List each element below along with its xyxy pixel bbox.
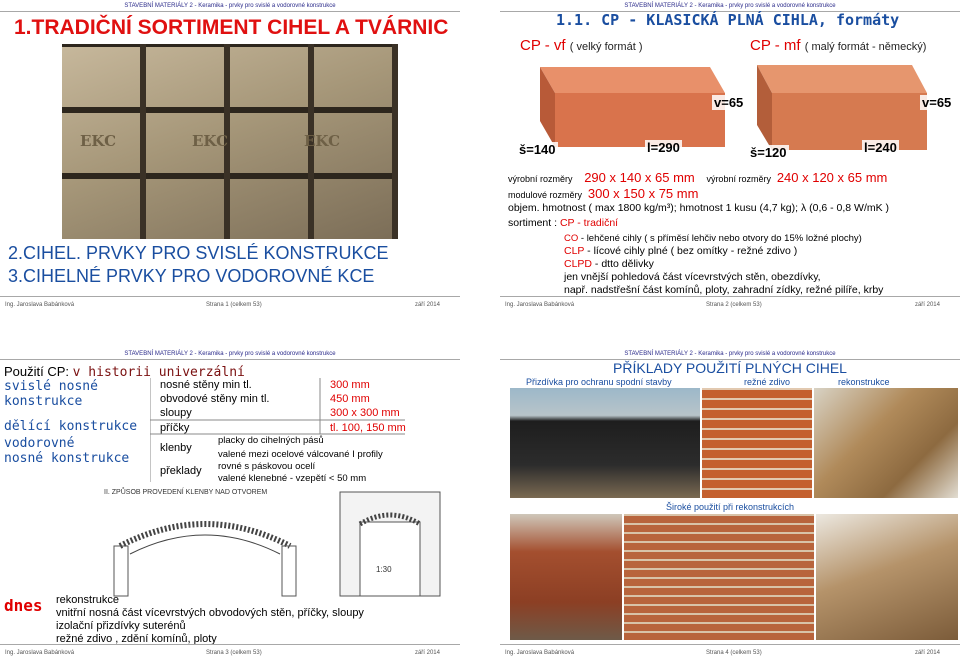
slide-4-title: PŘÍKLADY POUŽITÍ PLNÝCH CIHEL <box>613 360 847 376</box>
sortiment-label: sortiment : <box>508 217 558 229</box>
row-value-pricky: tl. 100, 150 mm <box>330 422 406 434</box>
usage-line-2: např. nadstřešní část komínů, ploty, zahradní zídky, režné pilíře, krby <box>564 284 884 296</box>
slide-1-subtitle-3: 3.CIHELNÉ PRVKY PRO VODOROVNÉ KCE <box>8 266 375 286</box>
dim-mf-height: v=65 <box>922 95 952 110</box>
delici-label: dělící konstrukce <box>4 419 138 434</box>
brick-wall-photo <box>510 514 622 640</box>
slide-3 <box>0 348 460 658</box>
sortiment-clp <box>564 245 797 259</box>
dim-vf-height: v=65 <box>714 95 744 110</box>
preklady-item-1: rovné s páskovou ocelí <box>218 461 316 472</box>
footer-author: Ing. Jaroslava Babánková <box>505 650 575 656</box>
slide-header: STAVEBNÍ MATERIÁLY 2 - Keramika - prvky pro svislé a vodorovné konstrukce <box>624 3 836 9</box>
format-vf-code: CP - vf <box>520 37 566 54</box>
footer-date: září 2014 <box>914 302 940 308</box>
row-label-sloupy: sloupy <box>160 407 192 419</box>
slide-2 <box>500 0 960 310</box>
sortiment-clpd-code: CLPD <box>564 258 593 270</box>
format-mf <box>750 37 926 54</box>
spec-label: výrobní rozměry <box>706 174 771 184</box>
sortiment-cp: CP - tradiční <box>559 217 619 229</box>
dim-mf-width: š=120 <box>750 145 787 160</box>
spec-vyrobni-mf: 240 x 120 x 65 mm <box>776 170 888 185</box>
header-rule <box>0 359 460 360</box>
fair-faced-brick-photo <box>702 388 812 498</box>
format-vf-desc: ( velký formát ) <box>569 41 643 53</box>
slide-2-title: 1.1. CP - KLASICKÁ PLNÁ CIHLA, formáty <box>556 11 900 29</box>
footer-page: Strana 3 (celkem 53) <box>206 650 262 656</box>
today-list <box>56 594 364 646</box>
footer-rule <box>500 296 960 297</box>
caption-rekonstrukce: rekonstrukce <box>838 377 890 387</box>
brick-stamp: EKC <box>80 132 117 150</box>
row-label-obvodove: obvodové stěny min tl. <box>160 393 270 405</box>
footer-page: Strana 4 (celkem 53) <box>706 650 762 656</box>
sortiment-clp-code: CLP <box>564 245 585 257</box>
drawing-ratio: 1:30 <box>376 565 392 574</box>
sortiment-co-text: - lehčené cihly ( s příměsí lehčiv nebo otvory do 15% ložné plochy) <box>578 233 862 244</box>
row-value-sloupy: 300 x 300 mm <box>330 407 400 419</box>
caption-rezne-zdivo: režné zdivo <box>744 377 791 387</box>
footer-date: září 2014 <box>414 302 440 308</box>
caption-prizdivka: Přizdívka pro ochranu spodní stavby <box>526 377 672 387</box>
brick-stamp: EKC <box>192 132 229 150</box>
brick-vault-photo <box>624 514 814 640</box>
slide-header: STAVEBNÍ MATERIÁLY 2 - Keramika - prvky pro svislé a vodorovné konstrukce <box>124 3 336 9</box>
row-label-pricky: příčky <box>160 422 190 434</box>
preklady-label: překlady <box>160 465 202 477</box>
klenby-item-1: placky do cihelných pásů <box>218 435 324 446</box>
slide-1-subtitle-2: 2.CIHEL. PRVKY PRO SVISLÉ KONSTRUKCE <box>8 243 389 263</box>
slide-1 <box>0 0 460 310</box>
old-bricks-photo <box>62 44 398 239</box>
format-vf <box>520 37 642 54</box>
usage-intro-emph: v historii univerzální <box>72 365 245 380</box>
spec-label: modulové rozměry <box>508 190 583 200</box>
spec-vyrobni <box>508 171 887 187</box>
slide-4 <box>500 348 960 658</box>
dim-vf-width: š=140 <box>519 142 556 157</box>
preklady-item-2: valené klenebné - vzepětí < 50 mm <box>218 473 367 484</box>
drawing-caption: II. ZPŮSOB PROVEDENÍ KLENBY NAD OTVOREM <box>104 489 268 496</box>
format-mf-desc: ( malý formát - německý) <box>804 41 927 53</box>
footer-page: Strana 2 (celkem 53) <box>706 302 762 308</box>
sortiment-clp-text: - lícové cihly plné ( bez omítky - režné zdivo ) <box>584 245 798 257</box>
svisle-label-1: svislé nosné <box>4 379 98 394</box>
vodorovne-label-2: nosné konstrukce <box>4 451 130 466</box>
sortiment-clpd <box>564 258 654 272</box>
svisle-label-2: konstrukce <box>4 394 83 409</box>
slide-header: STAVEBNÍ MATERIÁLY 2 - Keramika - prvky pro svislé a vodorovné konstrukce <box>624 351 836 357</box>
today-item: režné zdivo , zdění komínů, ploty <box>56 633 217 645</box>
spec-sortiment <box>508 217 618 231</box>
today-item: izolační přizdívky suterénů <box>56 620 186 632</box>
footer-author: Ing. Jaroslava Babánková <box>5 302 75 308</box>
today-item: rekonstrukce <box>56 594 119 606</box>
sortiment-co-code: CO <box>564 233 579 244</box>
row-value-obvodove: 450 mm <box>330 393 370 405</box>
caption-siroke-pouziti: Široké použití při rekonstrukcích <box>665 502 795 512</box>
spec-label: výrobní rozměry <box>508 174 573 184</box>
usage-line-1: jen vnější pohledová část vícevrstvých stěn, obezdívky, <box>564 271 821 283</box>
spec-vyrobni-vf: 290 x 140 x 65 mm <box>584 170 695 185</box>
klenby-label: klenby <box>160 442 192 454</box>
dnes-label: dnes <box>4 596 43 615</box>
footer-author: Ing. Jaroslava Babánková <box>5 650 75 656</box>
dim-vf-length: l=290 <box>647 140 680 155</box>
footer-date: září 2014 <box>414 650 440 656</box>
footer-rule <box>500 644 960 645</box>
today-item: vnitřní nosná část vícevrstvých obvodových stěn, příčky, sloupy <box>56 607 364 619</box>
row-value-nosne: 300 mm <box>330 379 370 391</box>
slide-1-title: 1.TRADIČNÍ SORTIMENT CIHEL A TVÁRNIC <box>14 16 449 39</box>
footer-author: Ing. Jaroslava Babánková <box>505 302 575 308</box>
footer-rule <box>0 644 460 645</box>
reconstruction-photo-2 <box>816 514 958 640</box>
spec-modulove-vf: 300 x 150 x 75 mm <box>587 186 699 201</box>
format-mf-code: CP - mf <box>750 37 801 54</box>
arch-drawing <box>100 484 456 602</box>
klenby-item-2: valené mezi ocelové válcované I profily <box>218 449 383 460</box>
vodorovne-label-1: vodorovné <box>4 436 75 451</box>
foundation-protection-photo <box>510 388 700 498</box>
slide-header: STAVEBNÍ MATERIÁLY 2 - Keramika - prvky pro svislé a vodorovné konstrukce <box>124 351 336 357</box>
footer-page: Strana 1 (celkem 53) <box>206 302 262 308</box>
sortiment-clpd-text: - dtto dělivky <box>592 258 654 270</box>
spec-objem: objem. hmotnost ( max 1800 kg/m³); hmotnost 1 kusu (4,7 kg); λ (0,6 - 0,8 W/mK ) <box>508 202 890 214</box>
usage-intro-prefix: Použití CP: <box>4 364 70 379</box>
brick-stamp: EKC <box>304 132 341 150</box>
spec-modulove <box>508 187 698 203</box>
sortiment-co <box>564 232 862 246</box>
row-label-nosne: nosné stěny min tl. <box>160 379 252 391</box>
footer-rule <box>0 296 460 297</box>
header-rule <box>0 11 460 12</box>
reconstruction-photo-1 <box>814 388 958 498</box>
dim-mf-length: l=240 <box>864 140 897 155</box>
footer-date: září 2014 <box>914 650 940 656</box>
